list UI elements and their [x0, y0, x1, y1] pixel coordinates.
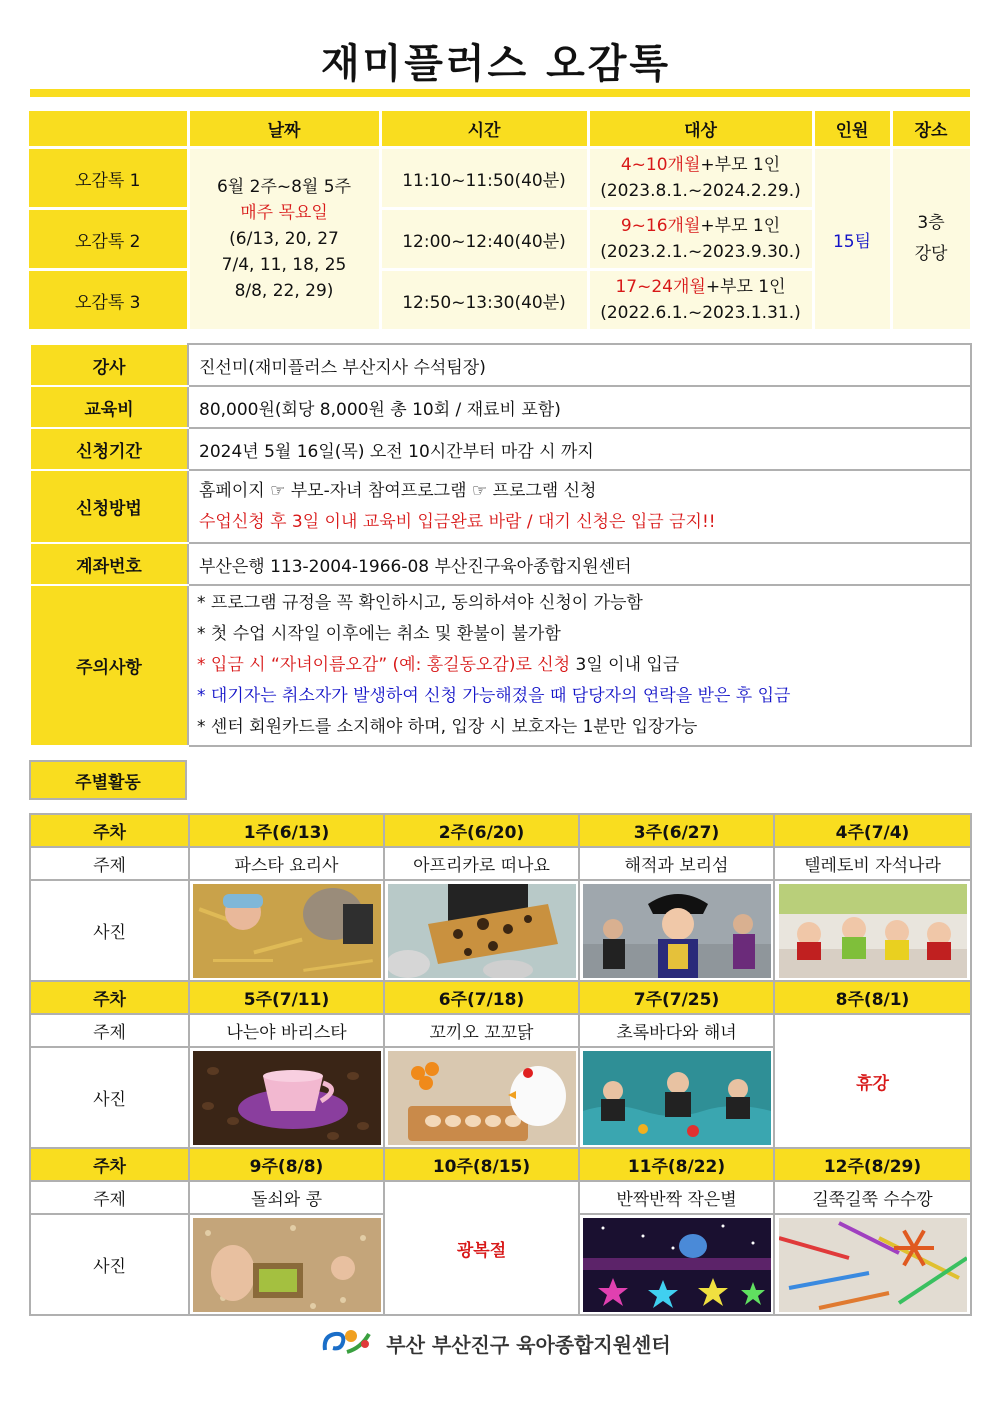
schedule-time: 12:00~12:40(40분)	[380, 209, 588, 270]
schedule-header-place: 장소	[891, 111, 971, 148]
theme-cell: 파스타 요리사	[189, 847, 384, 880]
target-parent: +부모 1인	[705, 277, 786, 297]
target-birth-range: (2023.2.1.~2023.9.30.)	[600, 242, 801, 262]
date-range: 6월 2주~8월 5주	[216, 177, 351, 197]
schedule-target	[588, 209, 813, 270]
schedule-row-label: 오감톡 1	[29, 148, 188, 209]
theme-cell: 아프리카로 떠나요	[384, 847, 579, 880]
week-header: 1주(6/13)	[189, 814, 384, 847]
week-header: 5주(7/11)	[189, 981, 384, 1014]
instructor-value: 진선미(재미플러스 부산지사 수석팀장)	[188, 344, 971, 386]
photo-cell	[189, 1214, 384, 1315]
page-title: 재미플러스 오감톡	[320, 41, 672, 87]
target-age: 9~16개월	[620, 216, 701, 236]
photo-cell	[579, 1214, 774, 1315]
target-age: 4~10개월	[620, 155, 701, 175]
beans-activity-photo	[193, 1218, 381, 1312]
note-item-red: * 입금 시 “자녀이름오감” (예: 홍길동오감)로 신청	[197, 655, 571, 675]
schedule-header-date: 날짜	[188, 111, 380, 148]
week-header: 9주(8/8)	[189, 1148, 384, 1181]
theme-cell: 초록바다와 해녀	[579, 1014, 774, 1047]
schedule-header-capacity: 인원	[813, 111, 891, 148]
method-steps: 홈페이지 ☞ 부모-자녀 참여프로그램 ☞ 프로그램 신청	[199, 480, 597, 501]
notes-label: 주의사항	[30, 585, 188, 746]
week-header: 4주(7/4)	[774, 814, 971, 847]
holiday-cell: 휴강	[774, 1014, 971, 1148]
photo-cell	[384, 1047, 579, 1148]
schedule-header-blank	[29, 111, 188, 148]
theme-cell: 해적과 보리섬	[579, 847, 774, 880]
theme-row-label: 주제	[30, 1014, 189, 1047]
method-warning: 수업신청 후 3일 이내 교육비 입금완료 바람 / 대기 신청은 입금 금지!!	[199, 511, 716, 532]
fee-label: 교육비	[30, 386, 188, 428]
title-underline	[30, 89, 970, 97]
schedule-place	[891, 148, 971, 331]
stars-activity-photo	[583, 1218, 771, 1312]
photo-cell	[774, 880, 971, 981]
theme-row-label: 주제	[30, 847, 189, 880]
photo-cell	[189, 880, 384, 981]
center-name: 부산 부산진구 육아종합지원센터	[386, 1333, 671, 1357]
note-item-rest: 3일 이내 입금	[570, 655, 680, 675]
target-birth-range: (2022.6.1.~2023.1.31.)	[600, 303, 801, 323]
week-header: 12주(8/29)	[774, 1148, 971, 1181]
photo-cell	[774, 1214, 971, 1315]
week-header: 8주(8/1)	[774, 981, 971, 1014]
week-header: 7주(7/25)	[579, 981, 774, 1014]
week-header: 6주(7/18)	[384, 981, 579, 1014]
schedule-table	[29, 111, 973, 332]
chicken-activity-photo	[388, 1051, 576, 1145]
holiday-cell: 광복절	[384, 1181, 579, 1315]
note-item: * 센터 회원카드를 소지해야 하며, 입장 시 보호자는 1분만 입장가능	[197, 717, 698, 737]
date-list-july: 7/4, 11, 18, 25	[221, 255, 347, 275]
target-age: 17~24개월	[615, 277, 706, 297]
schedule-time: 11:10~11:50(40분)	[380, 148, 588, 209]
pirate-activity-photo	[583, 884, 771, 978]
sea-activity-photo	[583, 1051, 771, 1145]
date-weekday: 매주 목요일	[240, 203, 328, 223]
schedule-target	[588, 270, 813, 331]
date-list-aug: 8/8, 22, 29)	[234, 281, 334, 301]
period-label: 신청기간	[30, 428, 188, 470]
method-value	[188, 470, 971, 543]
photo-row-label: 사진	[30, 1047, 189, 1148]
date-list-june: (6/13, 20, 27	[229, 229, 339, 249]
theme-cell: 길쭉길쭉 수수깡	[774, 1181, 971, 1214]
pasta-activity-photo	[193, 884, 381, 978]
target-parent: +부모 1인	[700, 155, 781, 175]
note-item: * 프로그램 규정을 꼭 확인하시고, 동의하셔야 신청이 가능함	[197, 593, 643, 613]
place-floor: 3층	[917, 213, 945, 233]
account-label: 계좌번호	[30, 543, 188, 585]
photo-row-label: 사진	[30, 1214, 189, 1315]
center-logo-icon	[321, 1326, 373, 1361]
theme-row-label: 주제	[30, 1181, 189, 1214]
week-row-label: 주차	[30, 1148, 189, 1181]
notes-value	[188, 585, 971, 746]
photo-row-label: 사진	[30, 880, 189, 981]
schedule-row-label: 오감톡 2	[29, 209, 188, 270]
schedule-time: 12:50~13:30(40분)	[380, 270, 588, 331]
schedule-capacity: 15팀	[813, 148, 891, 331]
sorghum-stick-activity-photo	[779, 1218, 967, 1312]
schedule-header-target: 대상	[588, 111, 813, 148]
week-header: 2주(6/20)	[384, 814, 579, 847]
photo-cell	[579, 1047, 774, 1148]
period-value: 2024년 5월 16일(목) 오전 10시간부터 마감 시 까지	[188, 428, 971, 470]
note-item-blue: * 대기자는 취소자가 발생하여 신청 가능해졌을 때 담당자의 연락을 받은 후 입금	[197, 686, 791, 706]
fee-value: 80,000원(회당 8,000원 총 10회 / 재료비 포함)	[188, 386, 971, 428]
theme-cell: 나는야 바리스타	[189, 1014, 384, 1047]
weekly-activities-label: 주별활동	[29, 760, 187, 800]
instructor-label: 강사	[30, 344, 188, 386]
photo-cell	[579, 880, 774, 981]
target-parent: +부모 1인	[700, 216, 781, 236]
info-table	[29, 343, 972, 747]
footer	[0, 1326, 992, 1361]
weekly-table	[29, 813, 972, 1316]
africa-activity-photo	[388, 884, 576, 978]
week-row-label: 주차	[30, 814, 189, 847]
account-value: 부산은행 113-2004-1966-08 부산진구육아종합지원센터	[188, 543, 971, 585]
theme-cell: 돌쇠와 콩	[189, 1181, 384, 1214]
week-header: 11주(8/22)	[579, 1148, 774, 1181]
photo-cell	[384, 880, 579, 981]
theme-cell: 꼬끼오 꼬꼬닭	[384, 1014, 579, 1047]
barista-activity-photo	[193, 1051, 381, 1145]
week-header: 10주(8/15)	[384, 1148, 579, 1181]
week-header: 3주(6/27)	[579, 814, 774, 847]
method-label: 신청방법	[30, 470, 188, 543]
teletubbies-activity-photo	[779, 884, 967, 978]
target-birth-range: (2023.8.1.~2024.2.29.)	[600, 181, 801, 201]
theme-cell: 텔레토비 자석나라	[774, 847, 971, 880]
week-row-label: 주차	[30, 981, 189, 1014]
theme-cell: 반짝반짝 작은별	[579, 1181, 774, 1214]
note-item: * 첫 수업 시작일 이후에는 취소 및 환불이 불가함	[197, 624, 561, 644]
schedule-row-label: 오감톡 3	[29, 270, 188, 331]
place-room: 강당	[914, 244, 948, 264]
schedule-header-time: 시간	[380, 111, 588, 148]
schedule-date-cell	[188, 148, 380, 331]
schedule-target	[588, 148, 813, 209]
photo-cell	[189, 1047, 384, 1148]
